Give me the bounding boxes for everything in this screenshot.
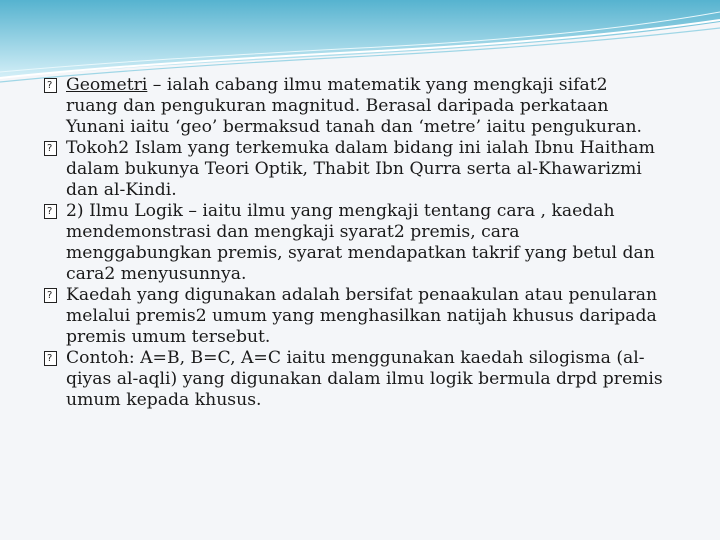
term-geometri: Geometri <box>66 75 148 95</box>
item-text: Contoh: A=B, B=C, A=C iaitu menggunakan kaedah silogisma (al-qiyas al-aqli) yang digunakan dalam ilmu logik bermula drpd premis umum kepada khusus. <box>66 348 663 410</box>
missing-glyph-bullet-icon <box>44 204 57 219</box>
item-text: – ialah cabang ilmu matematik yang mengkaji sifat2 ruang dan pengukuran magnitud. Berasal daripada perkataan Yunani iaitu ‘geo’ bermaksud tanah dan ‘metre’ iaitu pengukuran. <box>66 75 642 137</box>
item-text: Tokoh2 Islam yang terkemuka dalam bidang ini ialah Ibnu Haitham dalam bukunya Teori Optik, Thabit Ibn Qurra serta al-Khawarizmi dan al-Kindi. <box>66 138 655 200</box>
missing-glyph-bullet-icon <box>44 78 57 93</box>
bullet-list <box>44 75 664 411</box>
list-item <box>44 201 664 285</box>
list-item <box>44 75 664 138</box>
missing-glyph-bullet-icon <box>44 351 57 366</box>
list-item <box>44 285 664 348</box>
item-text: 2) Ilmu Logik – iaitu ilmu yang mengkaji tentang cara , kaedah mendemonstrasi dan mengkaji syarat2 premis, cara menggabungkan premis, syarat mendapatkan takrif yang betul dan cara2 menyusunnya. <box>66 201 655 284</box>
item-text: Kaedah yang digunakan adalah bersifat penaakulan atau penularan melalui premis2 umum yang menghasilkan natijah khusus daripada premis umum tersebut. <box>66 285 658 347</box>
missing-glyph-bullet-icon <box>44 141 57 156</box>
list-item <box>44 138 664 201</box>
missing-glyph-bullet-icon <box>44 288 57 303</box>
list-item <box>44 348 664 411</box>
